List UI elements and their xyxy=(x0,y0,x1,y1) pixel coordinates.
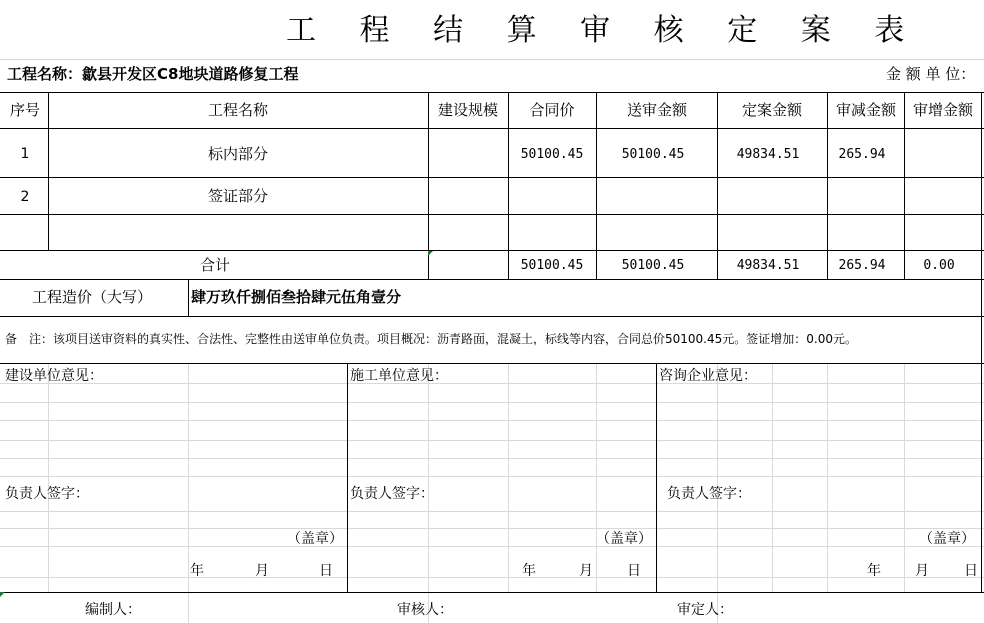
consulting-seal: （盖章） xyxy=(919,531,975,547)
header-submitted: 送审金额 xyxy=(626,101,688,119)
header-project: 工程名称 xyxy=(207,101,269,119)
contractor-opinion-title: 施工单位意见： xyxy=(350,368,448,384)
construction-month: 月 xyxy=(255,563,269,579)
consulting-opinion-title: 咨询企业意见： xyxy=(659,368,757,384)
header-scale: 建设规模 xyxy=(437,101,499,119)
construction-day: 日 xyxy=(319,563,333,579)
contractor-year: 年 xyxy=(522,563,536,579)
contractor-seal: （盖章） xyxy=(596,531,652,547)
construction-year: 年 xyxy=(190,563,204,579)
total-contract: 50100.45 xyxy=(520,258,584,273)
row-no: 1 xyxy=(20,146,30,162)
preparer-label: 编制人： xyxy=(85,602,141,618)
row-reduced: 265.94 xyxy=(838,147,886,162)
project-name: 歙县开发区C8地块道路修复工程 xyxy=(82,65,299,83)
header-reduced: 审减金额 xyxy=(835,101,897,119)
header-approved: 定案金额 xyxy=(741,101,803,119)
cell-marker xyxy=(0,592,5,597)
reviewer-label: 审核人： xyxy=(397,602,453,618)
row-contract: 50100.45 xyxy=(520,147,584,162)
total-label: 合计 xyxy=(199,256,231,274)
contractor-month: 月 xyxy=(579,563,593,579)
contractor-signer: 负责人签字： xyxy=(350,486,434,502)
construction-seal: （盖章） xyxy=(287,531,343,547)
total-submitted: 50100.45 xyxy=(621,258,685,273)
row-no: 2 xyxy=(20,189,30,205)
total-reduced: 265.94 xyxy=(838,258,886,273)
row-approved: 49834.51 xyxy=(736,147,800,162)
amount-unit-label: 金 额 单 位： xyxy=(886,65,976,83)
construction-opinion-title: 建设单位意见： xyxy=(5,368,103,384)
project-label: 工程名称： xyxy=(7,65,83,83)
header-contract: 合同价 xyxy=(529,101,575,119)
total-approved: 49834.51 xyxy=(736,258,800,273)
cell-marker xyxy=(428,251,433,256)
consulting-day: 日 xyxy=(964,563,978,579)
consulting-signer: 负责人签字： xyxy=(667,486,751,502)
contractor-day: 日 xyxy=(627,563,641,579)
row-submitted: 50100.45 xyxy=(621,147,685,162)
header-no: 序号 xyxy=(9,101,41,119)
header-increased: 审增金额 xyxy=(912,101,974,119)
page-title: 工 程 结 算 审 核 定 案 表 xyxy=(286,13,922,48)
remark-text: 备 注：该项目送审资料的真实性、合法性、完整性由送审单位负责。项目概况：沥青路面，混凝土，标线等内容，合同总价50100.45元。签证增加：0.00元。 xyxy=(5,332,857,346)
consulting-month: 月 xyxy=(915,563,929,579)
row-name: 标内部分 xyxy=(207,145,269,163)
approver-label: 审定人： xyxy=(677,602,733,618)
cost-capital-value: 肆万玖仟捌佰叁拾肆元伍角壹分 xyxy=(191,288,402,306)
cost-capital-label: 工程造价（大写） xyxy=(32,288,153,306)
row-name: 签证部分 xyxy=(207,187,269,205)
project-name-label xyxy=(7,67,298,82)
total-increased: 0.00 xyxy=(923,258,955,273)
consulting-year: 年 xyxy=(867,563,881,579)
construction-signer: 负责人签字： xyxy=(5,486,89,502)
